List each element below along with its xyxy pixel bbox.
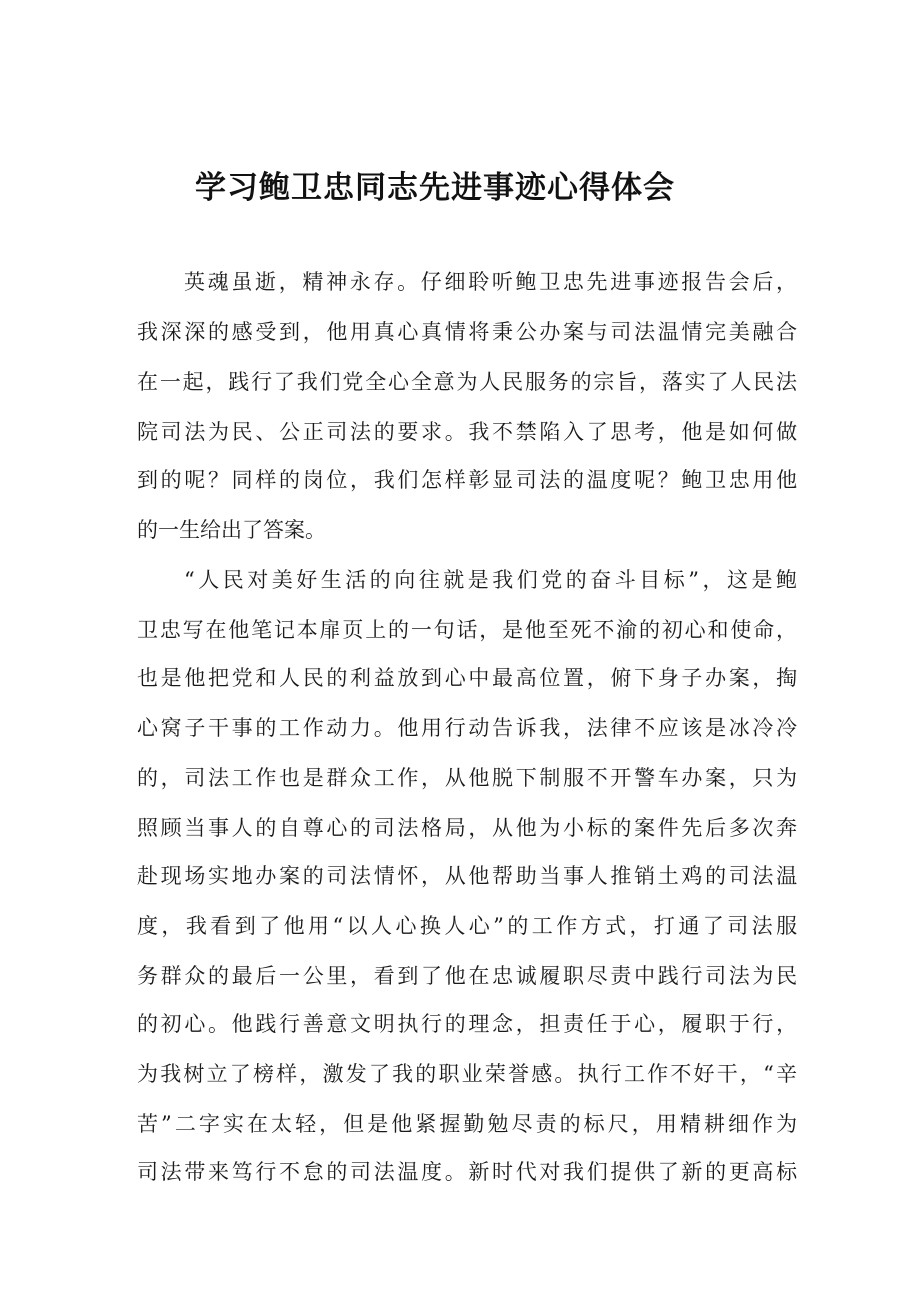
body-text-line: 为我树立了榜样，激发了我的职业荣誉感。执行工作不好干，“辛 [137,1062,800,1086]
body-text-line: “人民对美好生活的向往就是我们党的奋斗目标”，这是鲍 [184,568,801,592]
body-text-line: 苦”二字实在太轻，但是他紧握勤勉尽责的标尺，用精耕细作为 [137,1112,801,1136]
body-text-line: 司法带来笃行不怠的司法温度。新时代对我们提供了新的更高标 [137,1160,800,1184]
body-text-line: 英魂虽逝，精神永存。仔细聆听鲍卫忠先进事迹报告会后， [184,270,800,294]
body-text-line: 心窝子干事的工作动力。他用行动告诉我，法律不应该是冰冷冷 [137,716,800,740]
body-text-line: 也是他把党和人民的利益放到心中最高位置，俯下身子办案，掏 [137,666,800,690]
body-text-line: 的一生给出了答案。 [137,518,326,542]
body-text-line: 我深深的感受到，他用真心真情将秉公办案与司法温情完美融合 [137,320,800,344]
document-title: 学习鲍卫忠同志先进事迹心得体会 [195,170,675,206]
body-text-line: 在一起，践行了我们党全心全意为人民服务的宗旨，落实了人民法 [137,370,799,394]
body-text-line: 照顾当事人的自尊心的司法格局，从他为小标的案件先后多次奔 [137,816,800,840]
body-text-line: 的初心。他践行善意文明执行的理念，担责任于心，履职于行， [137,1012,800,1036]
body-text-line: 的，司法工作也是群众工作，从他脱下制服不开警车办案，只为 [137,766,800,790]
body-text-line: 赴现场实地办案的司法情怀，从他帮助当事人推销土鸡的司法温 [137,864,800,888]
body-text-line: 务群众的最后一公里，看到了他在忠诚履职尽责中践行司法为民 [137,964,800,988]
body-text-line: 到的呢？同样的岗位，我们怎样彰显司法的温度呢？鲍卫忠用他 [137,468,800,492]
body-text-line: 院司法为民、公正司法的要求。我不禁陷入了思考，他是如何做 [137,420,800,444]
body-text-line: 度，我看到了他用“以人心换人心”的工作方式，打通了司法服 [137,914,801,938]
body-text-line: 卫忠写在他笔记本扉页上的一句话，是他至死不渝的初心和使命， [137,618,799,642]
